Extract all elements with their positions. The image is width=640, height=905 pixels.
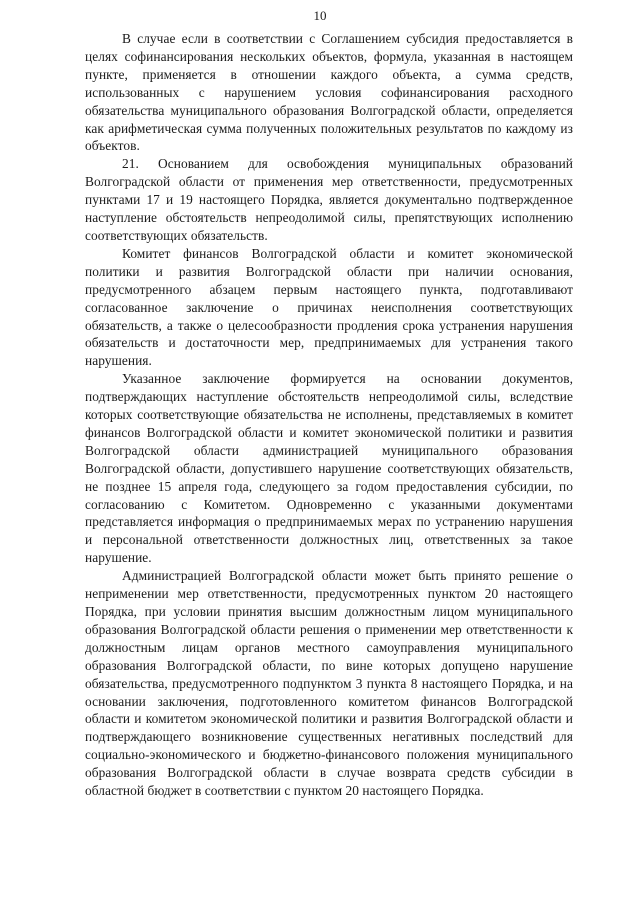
paragraph-administration-decision: Администрацией Волгоградской области может быть принято решение о неприменении мер ответственности, предусмотренных пунктом 20 настоящего Порядка, при условии принятия высшим должностным лицом муниципального образования Волгоградской области решения о применении мер ответственности к должностным лицам органов местного самоуправления муниципального образования Волгоградской области, по вине которых допущено нарушение обязательства, предусмотренного подпунктом 3 пункта 8 настоящего Порядка, и на основании заключения, подготовленного комитетом финансов Волгоградской области и комитетом экономической политики и развития Волгоградской области и подтверждающего возникновение существенных негативных последствий для социально-экономического и бюджетно-финансового положения муниципального образования Волгоградской области в случае возврата средств субсидии в областной бюджет в соответствии с пунктом 20 настоящего Порядка. [85,568,573,799]
paragraph-conclusion-basis: Указанное заключение формируется на основании документов, подтверждающих наступление обстоятельств непреодолимой силы, вследствие которых соответствующие обязательства не исполнены, представляемых в комитет финансов Волгоградской области и комитет экономической политики и развития Волгоградской области администрацией муниципального образования Волгоградской области, допустившего нарушение соответствующих обязательств, не позднее 15 апреля года, следующего за годом предоставления субсидии, по согласованию с Комитетом. Одновременно с указанными документами представляется информация о предпринимаемых мерах по устранению нарушения и персональной ответственности должностных лиц, ответственных за такое нарушение. [85,371,573,566]
paragraph-item-21: 21. Основанием для освобождения муниципальных образований Волгоградской области от применения мер ответственности, предусмотренных пунктами 17 и 19 настоящего Порядка, является документально подтвержденное наступление обстоятельств непреодолимой силы, препятствующих исполнению соответствующих обязательств. [85,156,573,243]
paragraph-subsidy-formula: В случае если в соответствии с Соглашением субсидия предоставляется в целях софинансирования нескольких объектов, формула, указанная в настоящем пункте, применяется в отношении каждого объекта, а сумма средств, использованных с нарушением условия софинансирования расходного обязательства муниципального образования Волгоградской области, определяется как арифметическая сумма полученных положительных результатов по каждому из объектов. [85,31,573,154]
page-number: 10 [313,8,327,23]
paragraph-committee-conclusion: Комитет финансов Волгоградской области и комитет экономической политики и развития Волгоградской области при наличии основания, предусмотренного абзацем первым настоящего пункта, подготавливают согласованное заключение о причинах неисполнения соответствующих обязательств, а также о целесообразности продления срока устранения нарушения обязательств и достаточности мер, предпринимаемых для устранения такого нарушения. [85,245,573,369]
document-body [85,30,573,800]
